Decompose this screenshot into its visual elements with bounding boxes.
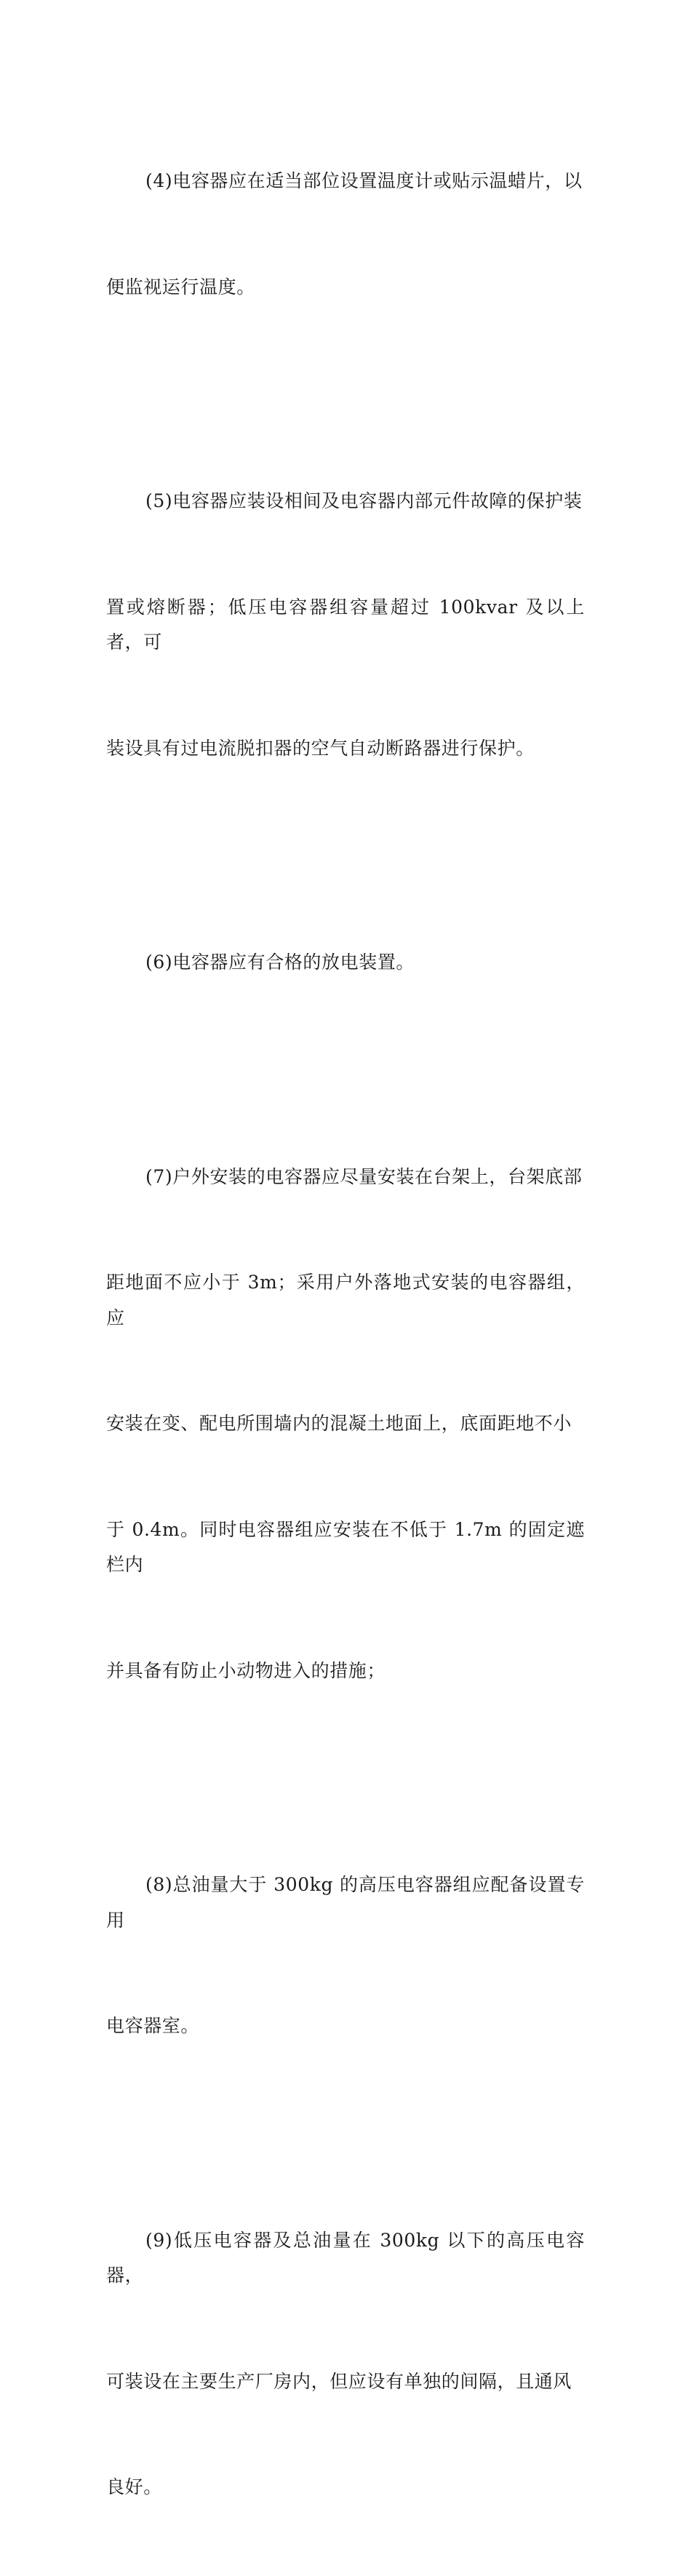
paragraph-line: (8)总油量大于 300kg 的高压电容器组应配备设置专用 xyxy=(106,1874,585,1931)
paragraph-line: 并具备有防止小动物进入的措施； xyxy=(106,1659,386,1681)
paragraph-line: 安装在变、配电所围墙内的混凝土地面上，底面距地不小 xyxy=(106,1413,572,1434)
paragraph-line: 装设具有过电流脱扣器的空气自动断路器进行保护。 xyxy=(106,737,535,759)
paragraph-item-9 xyxy=(106,2153,585,2576)
paragraph-line: 电容器室。 xyxy=(106,2015,200,2036)
paragraph-line: (6)电容器应有合格的放电装置。 xyxy=(145,952,415,973)
paragraph-item-5 xyxy=(106,413,585,837)
paragraph-item-8 xyxy=(106,1797,585,2115)
paragraph-item-6 xyxy=(106,874,585,1051)
paragraph-line: 可装设在主要生产厂房内，但应设有单独的间隔，且通风 xyxy=(106,2370,572,2392)
paragraph-line: (7)户外安装的电容器应尽量安装在台架上，台架底部 xyxy=(145,1165,583,1187)
paragraph-item-7 xyxy=(106,1089,585,1760)
paragraph-line: (9)低压电容器及总油量在 300kg 以下的高压电容器， xyxy=(106,2229,585,2286)
paragraph-line: (4)电容器应在适当部位设置温度计或贴示温蜡片，以 xyxy=(145,170,583,191)
paragraph-line: 距地面不应小于 3m；采用户外落地式安装的电容器组，应 xyxy=(106,1272,585,1328)
paragraph-line: 于 0.4m。同时电容器组应安装在不低于 1.7m 的固定遮栏内 xyxy=(106,1518,585,1575)
paragraph-line: 良好。 xyxy=(106,2476,162,2497)
paragraph-line: 置或熔断器；低压电容器组容量超过 100kvar 及以上者，可 xyxy=(106,596,585,653)
paragraph-item-4 xyxy=(106,93,585,375)
paragraph-line: 便监视运行温度。 xyxy=(106,276,255,298)
paragraph-line: (5)电容器应装设相间及电容器内部元件故障的保护装 xyxy=(145,490,583,511)
